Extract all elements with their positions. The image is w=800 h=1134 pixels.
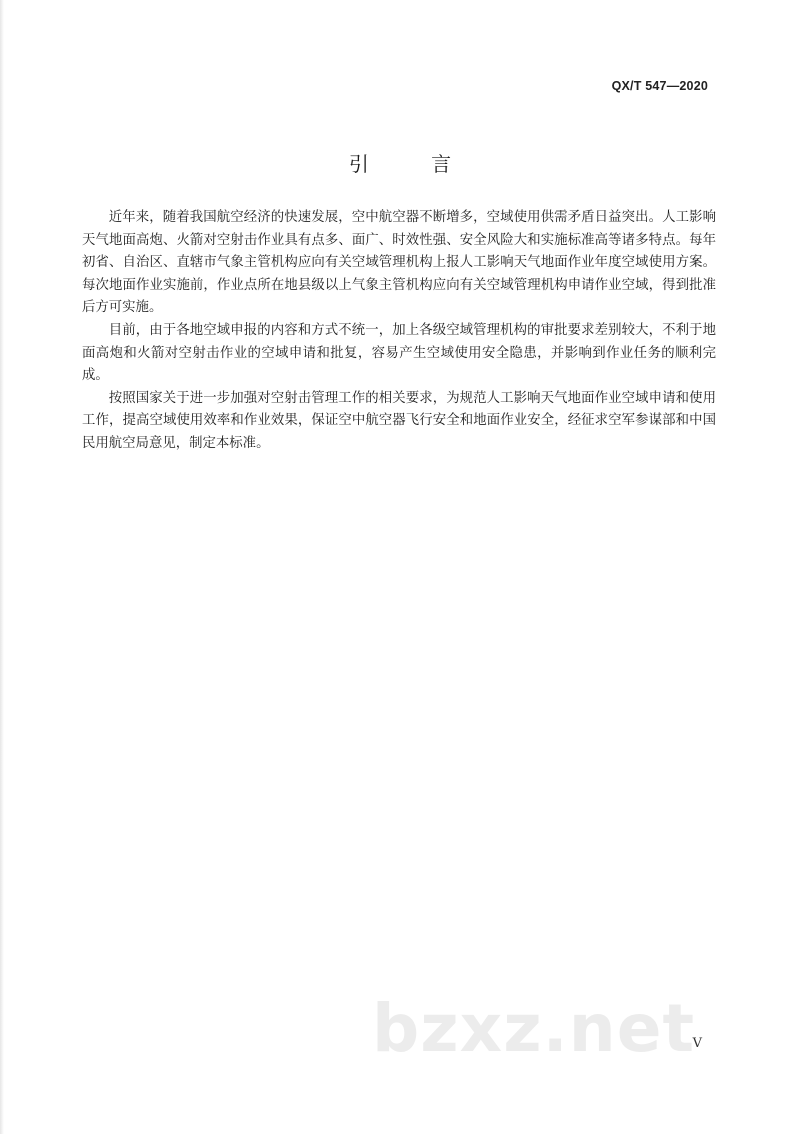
standard-code: QX/T 547—2020	[611, 79, 708, 93]
paragraph-2: 目前，由于各地空域申报的内容和方式不统一，加上各级空域管理机构的审批要求差别较大，不利于地面高炮和火箭对空射击作业的空域申请和批复，容易产生空域使用安全隐患，并影响到作业任务的顺利完成。	[82, 322, 716, 384]
paragraph-1: 近年来，随着我国航空经济的快速发展，空中航空器不断增多，空域使用供需矛盾日益突出。人工影响天气地面高炮、火箭对空射击作业具有点多、面广、时效性强、安全风险大和实施标准高等诸多特点。每年初省、自治区、直辖市气象主管机构应向有关空域管理机构上报人工影响天气地面作业年度空域使用方案。每次地面作业实施前，作业点所在地县级以上气象主管机构应向有关空域管理机构申请作业空域，得到批准后方可实施。	[82, 210, 716, 316]
introduction-body	[82, 207, 716, 456]
paragraph-3: 按照国家关于进一步加强对空射击管理工作的相关要求，为规范人工影响天气地面作业空域申请和使用工作，提高空域使用效率和作业效果，保证空中航空器飞行安全和地面作业安全，经征求空军参谋部和中国民用航空局意见，制定本标准。	[82, 390, 716, 451]
section-title: 引 言	[348, 152, 480, 176]
page-number: V	[692, 1036, 702, 1051]
watermark: bzxz.net	[372, 990, 696, 1067]
